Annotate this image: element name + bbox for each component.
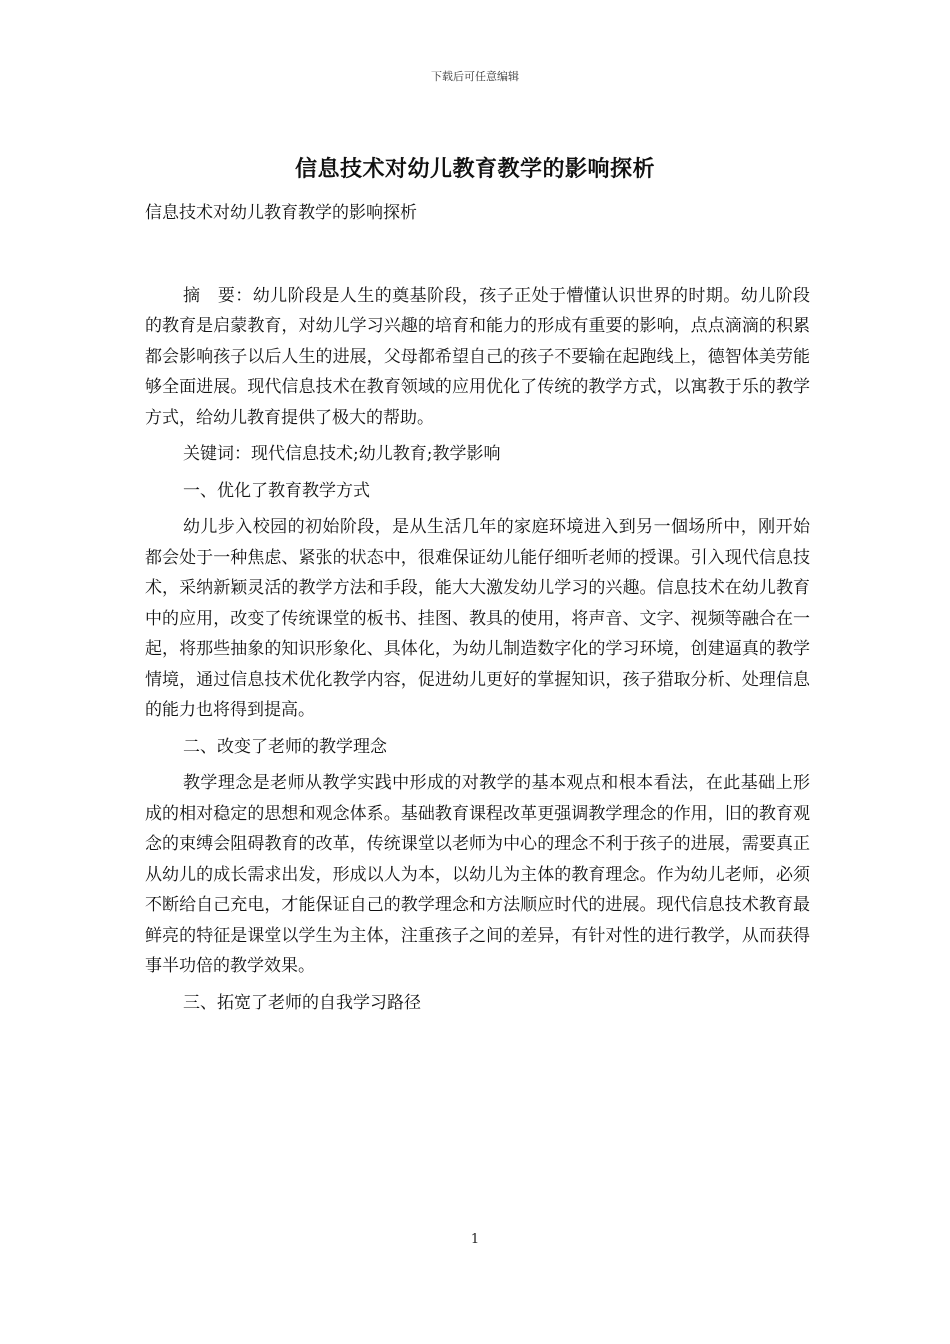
document-body [145,198,810,1018]
keywords-paragraph: 关键词：现代信息技术;幼儿教育;教学影响 [183,444,501,464]
section-1-paragraph: 幼儿步入校园的初始阶段，是从生活几年的家庭环境进入到另一個场所中，刚开始都会处于一种焦虑、紧张的状态中，很难保证幼儿能仔细听老师的授课。引入现代信息技术，采纳新颖灵活的教学方法和手段，能大大激发幼儿学习的兴趣。信息技术在幼儿教育中的应用，改变了传统课堂的板书、挂图、教具的使用，将声音、文字、视频等融合在一起，将那些抽象的知识形象化、具体化，为幼儿制造数字化的学习环境，创建逼真的教学情境，通过信息技术优化教学内容，促进幼儿更好的掌握知识，孩子猎取分析、处理信息的能力也将得到提高。 [145,517,810,720]
section-2-paragraph: 教学理念是老师从教学实践中形成的对教学的基本观点和根本看法，在此基础上形成的相对稳定的思想和观念体系。基础教育课程改革更强调教学理念的作用，旧的教育观念的束缚会阻碍教育的改革，传统课堂以老师为中心的理念不利于孩子的进展，需要真正从幼儿的成长需求出发，形成以人为本，以幼儿为主体的教育理念。作为幼儿老师，必须不断给自己充电，才能保证自己的教学理念和方法顺应时代的进展。现代信息技术教育最鲜亮的特征是课堂以学生为主体，注重孩子之间的差异，有针对性的进行教学，从而获得事半功倍的教学效果。 [145,773,810,976]
blank-line [145,229,810,275]
abstract-paragraph: 摘 要：幼儿阶段是人生的奠基阶段，孩子正处于懵懂认识世界的时期。幼儿阶段的教育是启蒙教育，对幼儿学习兴趣的培育和能力的形成有重要的影响，点点滴滴的积累都会影响孩子以后人生的进展，父母都希望自己的孩子不要输在起跑线上，德智体美劳能够全面进展。现代信息技术在教育领域的应用优化了传统的教学方式，以寓教于乐的教学方式，给幼儿教育提供了极大的帮助。 [145,285,810,428]
page-number: 1 [470,1232,480,1247]
section-heading-3: 三、拓宽了老师的自我学习路径 [183,992,421,1013]
header-note: 下载后可任意编辑 [431,70,519,83]
document-title: 信息技术对幼儿教育教学的影响探析 [294,156,655,182]
section-heading-2: 二、改变了老师的教学理念 [183,736,387,757]
section-heading-1: 一、优化了教育教学方式 [183,480,370,501]
document-subtitle: 信息技术对幼儿教育教学的影响探析 [145,203,417,223]
